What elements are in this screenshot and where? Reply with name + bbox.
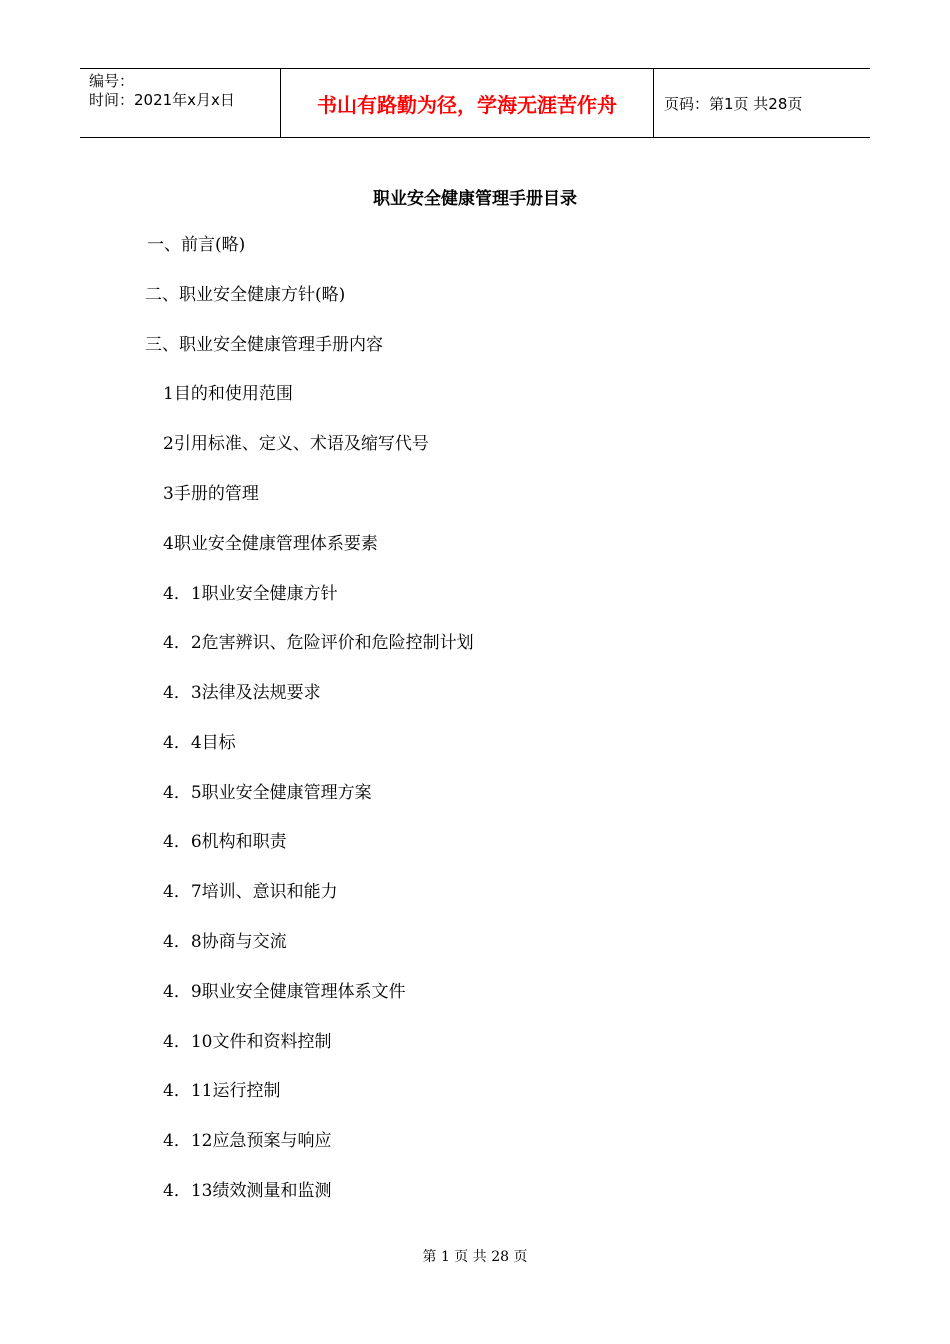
toc-item: 4．12应急预案与响应 (163, 1131, 332, 1151)
toc-item: 4．5职业安全健康管理方案 (163, 783, 372, 803)
toc-item: 4．7培训、意识和能力 (163, 882, 338, 902)
date-label: 时间：2021年x月x日 (89, 91, 235, 109)
toc-item: 1目的和使用范围 (163, 384, 293, 404)
toc-item: 4．1职业安全健康方针 (163, 584, 338, 604)
toc-item: 4．8协商与交流 (163, 932, 287, 952)
number-label: 编号： (89, 72, 135, 90)
toc-item: 3手册的管理 (163, 484, 259, 504)
toc-item: 4．9职业安全健康管理体系文件 (163, 982, 406, 1002)
toc-item: 4．11运行控制 (163, 1081, 281, 1101)
toc-item: 4．6机构和职责 (163, 832, 287, 852)
toc-item: 三、职业安全健康管理手册内容 (145, 335, 383, 355)
toc-item: 二、职业安全健康方针(略) (145, 285, 346, 305)
toc-item: 4．4目标 (163, 733, 236, 753)
page-header (80, 68, 870, 138)
header-page-info (654, 69, 870, 137)
motto-text: 书山有路勤为径，学海无涯苦作舟 (317, 92, 617, 117)
header-motto (281, 69, 654, 137)
page-footer: 第 1 页 共 28 页 (422, 1249, 528, 1265)
document-title: 职业安全健康管理手册目录 (373, 189, 577, 209)
toc-item: 4．3法律及法规要求 (163, 683, 321, 703)
toc-item: 4职业安全健康管理体系要素 (163, 534, 378, 554)
toc-item: 2引用标准、定义、术语及缩写代号 (163, 434, 429, 454)
toc-item: 4．13绩效测量和监测 (163, 1181, 332, 1201)
header-meta (80, 69, 281, 137)
toc-item: 一、前言(略) (147, 235, 246, 255)
toc-item: 4．10文件和资料控制 (163, 1032, 332, 1052)
toc-item: 4．2危害辨识、危险评价和危险控制计划 (163, 633, 474, 653)
page-info-text: 页码：第1页 共28页 (664, 94, 803, 113)
